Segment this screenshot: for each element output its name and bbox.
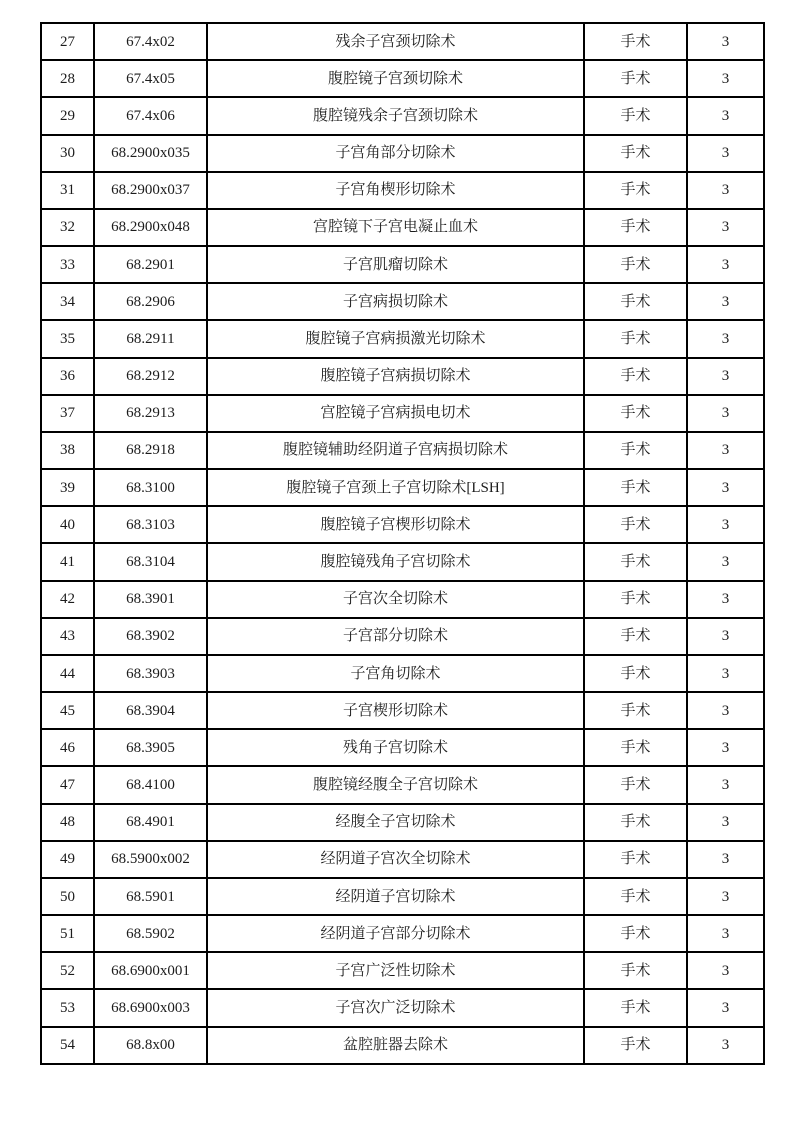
table-row [41, 543, 764, 580]
table-row [41, 246, 764, 283]
procedure-name-cell: 经阴道子宫部分切除术 [207, 915, 584, 952]
level-cell: 3 [687, 618, 764, 655]
procedure-code-cell: 68.5901 [94, 878, 207, 915]
table-row [41, 172, 764, 209]
procedure-code-cell: 68.3103 [94, 506, 207, 543]
row-index-cell: 49 [41, 841, 94, 878]
procedure-code-cell: 68.5900x002 [94, 841, 207, 878]
level-cell: 3 [687, 283, 764, 320]
category-cell: 手术 [584, 543, 687, 580]
procedure-name-cell: 宫腔镜下子宫电凝止血术 [207, 209, 584, 246]
table-row [41, 804, 764, 841]
table-row [41, 283, 764, 320]
table-row [41, 23, 764, 60]
category-cell: 手术 [584, 432, 687, 469]
category-cell: 手术 [584, 60, 687, 97]
level-cell: 3 [687, 543, 764, 580]
table-row [41, 358, 764, 395]
table-row [41, 320, 764, 357]
procedure-name-cell: 残角子宫切除术 [207, 729, 584, 766]
procedure-name-cell: 经腹全子宫切除术 [207, 804, 584, 841]
procedure-code-cell: 68.2912 [94, 358, 207, 395]
table-row [41, 97, 764, 134]
procedure-name-cell: 经阴道子宫次全切除术 [207, 841, 584, 878]
procedure-code-cell: 68.3904 [94, 692, 207, 729]
procedure-name-cell: 腹腔镜子宫颈切除术 [207, 60, 584, 97]
row-index-cell: 50 [41, 878, 94, 915]
procedure-name-cell: 盆腔脏器去除术 [207, 1027, 584, 1064]
procedure-name-cell: 子宫次广泛切除术 [207, 989, 584, 1026]
procedure-name-cell: 经阴道子宫切除术 [207, 878, 584, 915]
procedure-code-cell: 67.4x06 [94, 97, 207, 134]
level-cell: 3 [687, 135, 764, 172]
procedure-code-cell: 68.3104 [94, 543, 207, 580]
procedure-code-cell: 68.4901 [94, 804, 207, 841]
row-index-cell: 45 [41, 692, 94, 729]
category-cell: 手术 [584, 952, 687, 989]
table-row [41, 506, 764, 543]
category-cell: 手术 [584, 729, 687, 766]
procedure-code-cell: 68.8x00 [94, 1027, 207, 1064]
row-index-cell: 52 [41, 952, 94, 989]
row-index-cell: 36 [41, 358, 94, 395]
procedure-name-cell: 腹腔镜子宫病损激光切除术 [207, 320, 584, 357]
table-row [41, 581, 764, 618]
table-row [41, 209, 764, 246]
procedure-code-cell: 68.3905 [94, 729, 207, 766]
procedure-code-cell: 68.2911 [94, 320, 207, 357]
category-cell: 手术 [584, 97, 687, 134]
procedure-code-cell: 68.3902 [94, 618, 207, 655]
level-cell: 3 [687, 915, 764, 952]
category-cell: 手术 [584, 320, 687, 357]
table-row [41, 135, 764, 172]
category-cell: 手术 [584, 246, 687, 283]
procedure-name-cell: 腹腔镜子宫病损切除术 [207, 358, 584, 395]
table-body [41, 23, 764, 1064]
category-cell: 手术 [584, 283, 687, 320]
procedure-code-cell: 68.2900x037 [94, 172, 207, 209]
level-cell: 3 [687, 358, 764, 395]
level-cell: 3 [687, 246, 764, 283]
table-row [41, 989, 764, 1026]
row-index-cell: 29 [41, 97, 94, 134]
category-cell: 手术 [584, 209, 687, 246]
procedure-code-cell: 68.2901 [94, 246, 207, 283]
row-index-cell: 38 [41, 432, 94, 469]
level-cell: 3 [687, 60, 764, 97]
level-cell: 3 [687, 23, 764, 60]
procedure-code-cell: 68.2906 [94, 283, 207, 320]
procedure-name-cell: 腹腔镜子宫楔形切除术 [207, 506, 584, 543]
category-cell: 手术 [584, 1027, 687, 1064]
procedure-code-cell: 67.4x02 [94, 23, 207, 60]
category-cell: 手术 [584, 618, 687, 655]
procedure-code-cell: 68.2918 [94, 432, 207, 469]
procedure-code-cell: 68.4100 [94, 766, 207, 803]
row-index-cell: 33 [41, 246, 94, 283]
procedure-name-cell: 腹腔镜经腹全子宫切除术 [207, 766, 584, 803]
level-cell: 3 [687, 804, 764, 841]
level-cell: 3 [687, 469, 764, 506]
procedure-code-cell: 67.4x05 [94, 60, 207, 97]
row-index-cell: 34 [41, 283, 94, 320]
row-index-cell: 54 [41, 1027, 94, 1064]
table-row [41, 952, 764, 989]
row-index-cell: 41 [41, 543, 94, 580]
table-row [41, 841, 764, 878]
procedure-code-cell: 68.3100 [94, 469, 207, 506]
level-cell: 3 [687, 172, 764, 209]
procedure-name-cell: 子宫次全切除术 [207, 581, 584, 618]
level-cell: 3 [687, 320, 764, 357]
procedure-name-cell: 腹腔镜子宫颈上子宫切除术[LSH] [207, 469, 584, 506]
procedure-code-cell: 68.3901 [94, 581, 207, 618]
row-index-cell: 51 [41, 915, 94, 952]
category-cell: 手术 [584, 581, 687, 618]
procedure-code-cell: 68.5902 [94, 915, 207, 952]
category-cell: 手术 [584, 172, 687, 209]
level-cell: 3 [687, 581, 764, 618]
procedure-name-cell: 子宫角切除术 [207, 655, 584, 692]
table-row [41, 655, 764, 692]
row-index-cell: 28 [41, 60, 94, 97]
category-cell: 手术 [584, 469, 687, 506]
procedure-code-cell: 68.2900x048 [94, 209, 207, 246]
procedure-code-cell: 68.2900x035 [94, 135, 207, 172]
category-cell: 手术 [584, 23, 687, 60]
level-cell: 3 [687, 729, 764, 766]
table-row [41, 618, 764, 655]
procedure-code-cell: 68.2913 [94, 395, 207, 432]
procedure-name-cell: 子宫广泛性切除术 [207, 952, 584, 989]
row-index-cell: 53 [41, 989, 94, 1026]
category-cell: 手术 [584, 915, 687, 952]
row-index-cell: 35 [41, 320, 94, 357]
row-index-cell: 27 [41, 23, 94, 60]
level-cell: 3 [687, 655, 764, 692]
procedure-code-table [40, 22, 765, 1065]
procedure-name-cell: 残余子宫颈切除术 [207, 23, 584, 60]
table-row [41, 432, 764, 469]
row-index-cell: 31 [41, 172, 94, 209]
table-row [41, 878, 764, 915]
procedure-name-cell: 腹腔镜残角子宫切除术 [207, 543, 584, 580]
category-cell: 手术 [584, 358, 687, 395]
category-cell: 手术 [584, 766, 687, 803]
row-index-cell: 39 [41, 469, 94, 506]
procedure-name-cell: 子宫楔形切除术 [207, 692, 584, 729]
category-cell: 手术 [584, 135, 687, 172]
row-index-cell: 30 [41, 135, 94, 172]
procedure-name-cell: 子宫角部分切除术 [207, 135, 584, 172]
row-index-cell: 37 [41, 395, 94, 432]
table-row [41, 60, 764, 97]
row-index-cell: 44 [41, 655, 94, 692]
category-cell: 手术 [584, 655, 687, 692]
level-cell: 3 [687, 1027, 764, 1064]
category-cell: 手术 [584, 506, 687, 543]
level-cell: 3 [687, 989, 764, 1026]
level-cell: 3 [687, 692, 764, 729]
level-cell: 3 [687, 432, 764, 469]
level-cell: 3 [687, 395, 764, 432]
procedure-name-cell: 子宫病损切除术 [207, 283, 584, 320]
table-row [41, 1027, 764, 1064]
category-cell: 手术 [584, 692, 687, 729]
category-cell: 手术 [584, 395, 687, 432]
table-row [41, 915, 764, 952]
level-cell: 3 [687, 209, 764, 246]
category-cell: 手术 [584, 878, 687, 915]
procedure-name-cell: 腹腔镜辅助经阴道子宫病损切除术 [207, 432, 584, 469]
category-cell: 手术 [584, 989, 687, 1026]
level-cell: 3 [687, 841, 764, 878]
procedure-code-cell: 68.6900x001 [94, 952, 207, 989]
row-index-cell: 47 [41, 766, 94, 803]
level-cell: 3 [687, 97, 764, 134]
row-index-cell: 32 [41, 209, 94, 246]
level-cell: 3 [687, 506, 764, 543]
table-row [41, 766, 764, 803]
category-cell: 手术 [584, 841, 687, 878]
level-cell: 3 [687, 952, 764, 989]
procedure-code-cell: 68.3903 [94, 655, 207, 692]
procedure-name-cell: 宫腔镜子宫病损电切术 [207, 395, 584, 432]
procedure-name-cell: 子宫肌瘤切除术 [207, 246, 584, 283]
row-index-cell: 42 [41, 581, 94, 618]
table-row [41, 469, 764, 506]
table-row [41, 729, 764, 766]
category-cell: 手术 [584, 804, 687, 841]
procedure-name-cell: 子宫部分切除术 [207, 618, 584, 655]
row-index-cell: 46 [41, 729, 94, 766]
row-index-cell: 43 [41, 618, 94, 655]
row-index-cell: 40 [41, 506, 94, 543]
row-index-cell: 48 [41, 804, 94, 841]
procedure-code-cell: 68.6900x003 [94, 989, 207, 1026]
procedure-name-cell: 子宫角楔形切除术 [207, 172, 584, 209]
table-row [41, 692, 764, 729]
procedure-name-cell: 腹腔镜残余子宫颈切除术 [207, 97, 584, 134]
table-row [41, 395, 764, 432]
level-cell: 3 [687, 766, 764, 803]
level-cell: 3 [687, 878, 764, 915]
